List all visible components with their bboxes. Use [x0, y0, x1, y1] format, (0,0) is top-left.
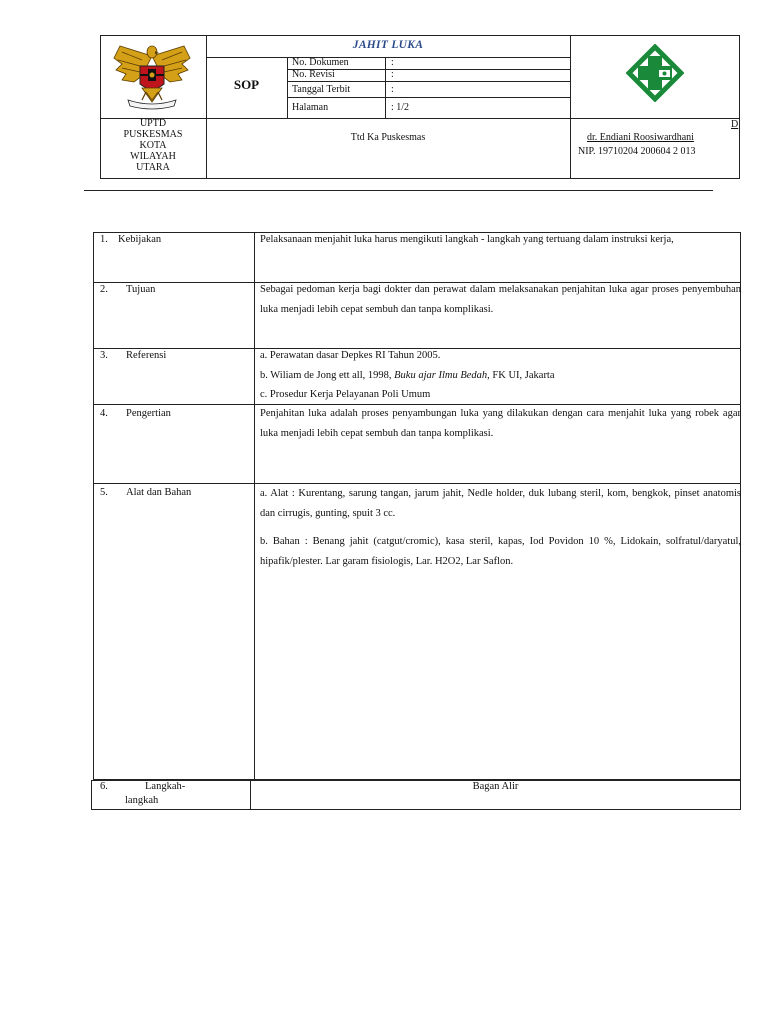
- header-divider: [287, 97, 570, 98]
- institution-line: WILAYAH: [130, 151, 176, 162]
- doc-field-value: :: [391, 57, 394, 68]
- section-text: Sebagai pedoman kerja bagi dokter dan perawat dalam melaksanakan penjahitan luka agar proses penyembuhan luka menjadi lebih cepat sembuh dan tanpa komplikasi.: [260, 284, 741, 315]
- bahan-text: b. Bahan : Benang jahit (catgut/cromic), kasa steril, kapas, Iod Povidon 10 %, Lidokain, solfratul/daryatul, hipafik/plester. Lar garam fisiologis, Lar. H2O2, Lar Saflon.: [260, 536, 741, 567]
- separator-line: [84, 190, 713, 191]
- sop-label: SOP: [233, 77, 260, 92]
- section-text: Pelaksanaan menjahit luka harus mengikuti langkah - langkah yang tertuang dalam instruksi kerja,: [260, 234, 674, 245]
- section-label: Alat dan Bahan: [126, 487, 192, 498]
- section-number: 4.: [100, 408, 108, 419]
- reference-item: b. Wiliam de Jong ett all, 1998, Buku ajar Ilmu Bedah, FK UI, Jakarta: [260, 369, 555, 381]
- header-divider: [206, 57, 570, 58]
- head-nip: NIP. 19710204 200604 2 013: [578, 146, 696, 157]
- doc-field-value: : 1/2: [391, 102, 410, 113]
- section-number: 2.: [100, 284, 108, 295]
- institution-line: UPTD: [139, 118, 167, 129]
- section-label: Pengertian: [126, 408, 171, 419]
- section-label: Referensi: [126, 350, 167, 361]
- section-label: Tujuan: [126, 284, 156, 295]
- section-number: 5.: [100, 487, 108, 498]
- reference-list: [260, 346, 741, 405]
- doc-field-label: No. Dokumen: [292, 57, 349, 68]
- reference-item: c. Prosedur Kerja Pelayanan Poli Umum: [260, 389, 431, 400]
- doc-field-label: Halaman: [292, 102, 329, 113]
- section-number: 1.: [100, 234, 108, 245]
- header-divider: [570, 35, 571, 179]
- head-name: dr. Endiani Roosiwardhani: [587, 132, 694, 143]
- header-divider: [287, 57, 288, 118]
- section-number: 3.: [100, 350, 108, 361]
- institution-line: PUSKESMAS: [123, 129, 183, 140]
- section-label: Kebijakan: [118, 234, 162, 245]
- section-label: Langkah-: [145, 781, 186, 792]
- doc-field-value: :: [391, 69, 394, 80]
- garuda-emblem-icon: [112, 42, 192, 110]
- signature-label: Ttd Ka Puskesmas: [350, 132, 426, 143]
- reference-item: a. Perawatan dasar Depkes RI Tahun 2005.: [260, 350, 441, 361]
- section-number: 6.: [100, 781, 108, 792]
- doc-field-value: :: [391, 84, 394, 95]
- institution-line: KOTA: [139, 140, 167, 151]
- header-divider: [287, 81, 570, 82]
- puskesmas-cross-logo-icon: [626, 44, 684, 102]
- header-divider: [385, 57, 386, 118]
- stray-mark: D: [731, 119, 739, 130]
- doc-field-label: No. Revisi: [292, 69, 335, 80]
- alat-text: a. Alat : Kurentang, sarung tangan, jarum jahit, Nedle holder, duk lubang steril, kom, bengkok, pinset anatomis dan cirrugis, gunting, spuit 3 cc.: [260, 488, 741, 519]
- bagan-alir-label: Bagan Alir: [472, 781, 519, 792]
- section-label: langkah: [125, 795, 159, 806]
- institution-line: UTARA: [136, 162, 170, 173]
- doc-field-label: Tanggal Terbit: [292, 84, 351, 95]
- table-divider: [254, 232, 255, 780]
- section-text: Penjahitan luka adalah proses penyambungan luka yang dilakukan dengan cara menjahit luka yang robek agar luka menjadi lebih cepat sembuh dan tanpa komplikasi.: [260, 408, 741, 439]
- document-title: JAHIT LUKA: [352, 39, 424, 51]
